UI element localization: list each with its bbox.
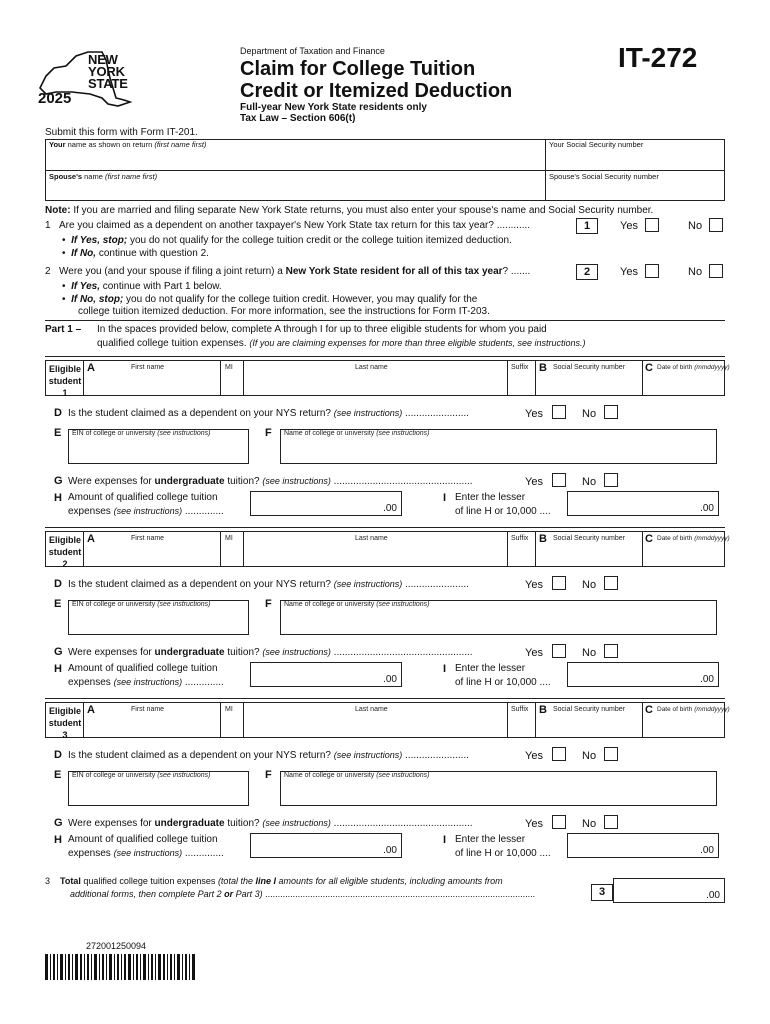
title-line-1: Claim for College Tuition	[240, 58, 476, 80]
suffix-field[interactable]	[508, 543, 535, 566]
dependent-no-checkbox[interactable]	[604, 747, 618, 761]
q2-number: 2	[45, 266, 51, 277]
note: Note: If you are married and filing separate New York State returns, you must also enter your spouse's name and Social Security number.	[45, 205, 654, 216]
lesser-amount-field[interactable]: .00	[567, 491, 719, 516]
ssn-label: Social Security number	[553, 535, 625, 542]
line3-text-2: additional forms, then complete Part 2 or Part 3) ............................................................................................................	[70, 889, 536, 899]
suffix-label: Suffix	[511, 535, 529, 542]
college-name-label: Name of college or university (see instructions)	[284, 772, 430, 779]
item-b-letter: B	[539, 533, 547, 545]
tuition-amount-field[interactable]: .00	[250, 833, 402, 858]
first-name-field[interactable]	[84, 543, 220, 566]
i-label-line2: of line H or 10,000 ....	[455, 848, 551, 859]
spouse-name-field[interactable]	[46, 182, 544, 200]
i-label-line2: of line H or 10,000 ....	[455, 506, 551, 517]
item-a-letter: A	[87, 362, 95, 374]
undergraduate-no-checkbox[interactable]	[604, 473, 618, 487]
undergraduate-no-checkbox[interactable]	[604, 644, 618, 658]
item-e-letter: E	[54, 427, 62, 439]
dependent-question: Is the student claimed as a dependent on your NYS return? (see instructions) .......................	[68, 408, 469, 419]
student-number: 3	[62, 730, 68, 740]
i-label-line1: Enter the lesser	[455, 834, 526, 845]
eligible-student-label: Eligible student 1	[48, 364, 82, 398]
part1-text-2: qualified college tuition expenses. (If you are claiming expenses for more than three eligible students, see instructions.)	[97, 338, 586, 349]
undergraduate-yes-label: Yes	[525, 818, 543, 830]
item-b-letter: B	[539, 362, 547, 374]
item-b-letter: B	[539, 704, 547, 716]
undergraduate-question: Were expenses for undergraduate tuition? (see instructions) ..................................................	[68, 818, 473, 829]
q1-bullet-no: • If No, continue with question 2.	[62, 248, 209, 259]
logo-text	[88, 54, 128, 90]
grid-divider	[45, 170, 725, 171]
subtitle-1: Full-year New York State residents only	[240, 102, 427, 113]
line3-text: Total qualified college tuition expenses (total the line I amounts for all eligible students, including amounts from	[60, 876, 503, 886]
form-title	[240, 58, 512, 102]
suffix-label: Suffix	[511, 364, 529, 371]
item-f-letter: F	[265, 598, 272, 610]
your-name-label: Your name as shown on return (first name first)	[49, 140, 207, 149]
section-divider	[45, 320, 725, 321]
last-name-field[interactable]	[244, 372, 507, 395]
i-label-line1: Enter the lesser	[455, 663, 526, 674]
last-name-label: Last name	[355, 535, 388, 542]
undergraduate-yes-checkbox[interactable]	[552, 815, 566, 829]
part1-label: Part 1 –	[45, 324, 82, 335]
h-label-line1: Amount of qualified college tuition	[68, 492, 218, 503]
q1-no-checkbox[interactable]	[709, 218, 723, 232]
tuition-amount-field[interactable]: .00	[250, 662, 402, 687]
first-name-field[interactable]	[84, 372, 220, 395]
college-name-label: Name of college or university (see instructions)	[284, 430, 430, 437]
q2-bullet-yes: • If Yes, continue with Part 1 below.	[62, 281, 222, 292]
h-label-line2: expenses (see instructions) ..............	[68, 677, 224, 688]
item-g-letter: G	[54, 646, 63, 658]
item-i-letter: I	[443, 663, 447, 675]
undergraduate-yes-label: Yes	[525, 476, 543, 488]
item-i-letter: I	[443, 492, 447, 504]
eligible-student-label: Eligible student 2	[48, 535, 82, 569]
spouse-ssn-field[interactable]	[546, 182, 724, 200]
q2-bullet-no: • If No, stop; you do not qualify for the college tuition credit. However, you may qualify for the	[62, 294, 478, 305]
undergraduate-no-label: No	[582, 476, 597, 488]
student-top-rule	[45, 527, 725, 528]
barcode	[45, 954, 197, 980]
last-name-field[interactable]	[244, 543, 507, 566]
suffix-field[interactable]	[508, 372, 535, 395]
item-c-letter: C	[645, 362, 653, 374]
submit-note: Submit this form with Form IT-201.	[45, 127, 198, 138]
your-ssn-label: Your Social Security number	[549, 140, 644, 149]
item-e-letter: E	[54, 598, 62, 610]
dob-label: Date of birth (mmddyyyy)	[657, 706, 730, 713]
student-number: 2	[62, 559, 68, 569]
lesser-amount-field[interactable]: .00	[567, 662, 719, 687]
dob-label: Date of birth (mmddyyyy)	[657, 364, 730, 371]
undergraduate-no-checkbox[interactable]	[604, 815, 618, 829]
first-name-field[interactable]	[84, 714, 220, 737]
department: Department of Taxation and Finance	[240, 46, 385, 56]
spouse-name-label: Spouse's name (first name first)	[49, 172, 158, 181]
dependent-yes-label: Yes	[525, 579, 543, 591]
student-number: 1	[62, 388, 68, 398]
dependent-yes-label: Yes	[525, 750, 543, 762]
undergraduate-no-label: No	[582, 818, 597, 830]
form-number: IT-272	[618, 42, 698, 73]
undergraduate-yes-checkbox[interactable]	[552, 644, 566, 658]
q2-bullet-no-line2: college tuition itemized deduction. For more information, see the instructions for Form IT-203.	[78, 306, 490, 317]
item-g-letter: G	[54, 817, 63, 829]
q2-text: Were you (and your spouse if filing a joint return) a New York State resident for all of this tax year? .......	[59, 266, 531, 277]
q2-yes-label: Yes	[620, 266, 638, 278]
ssn-label: Social Security number	[553, 364, 625, 371]
part1-text-1: In the spaces provided below, complete A through I for up to three eligible students for whom you paid	[97, 324, 547, 335]
dob-field[interactable]	[643, 372, 724, 395]
q1-yes-label: Yes	[620, 220, 638, 232]
h-label-line1: Amount of qualified college tuition	[68, 663, 218, 674]
mi-field[interactable]	[221, 372, 243, 395]
your-ssn-field[interactable]	[546, 150, 724, 169]
dependent-yes-checkbox[interactable]	[552, 576, 566, 590]
first-name-label: First name	[131, 364, 165, 371]
item-i-letter: I	[443, 834, 447, 846]
q1-no-label: No	[688, 220, 703, 232]
form-code: 272001250094	[86, 941, 147, 951]
suffix-label: Suffix	[511, 706, 529, 713]
logo-line-2: YORK	[88, 64, 125, 79]
suffix-field[interactable]	[508, 714, 535, 737]
ssn-field[interactable]	[536, 372, 642, 395]
item-d-letter: D	[54, 407, 62, 419]
college-name-label: Name of college or university (see instructions)	[284, 601, 430, 608]
q2-line-box: 2	[576, 264, 598, 280]
q1-text: Are you claimed as a dependent on another taxpayer's New York State tax return for this tax year? ............	[59, 220, 531, 231]
logo-line-1: NEW	[88, 52, 118, 67]
i-label-line1: Enter the lesser	[455, 492, 526, 503]
dob-field[interactable]	[643, 714, 724, 737]
mi-label: MI	[225, 535, 233, 542]
first-name-label: First name	[131, 706, 165, 713]
ein-label: EIN of college or university (see instructions)	[72, 430, 211, 437]
item-h-letter: H	[54, 492, 62, 504]
ein-label: EIN of college or university (see instructions)	[72, 772, 211, 779]
eligible-student-label: Eligible student 3	[48, 706, 82, 740]
mi-field[interactable]	[221, 714, 243, 737]
q2-yes-checkbox[interactable]	[645, 264, 659, 278]
dependent-no-label: No	[582, 579, 597, 591]
item-a-letter: A	[87, 533, 95, 545]
h-label-line2: expenses (see instructions) ..............	[68, 848, 224, 859]
ssn-label: Social Security number	[553, 706, 625, 713]
tax-year: 2025	[38, 90, 72, 107]
undergraduate-no-label: No	[582, 647, 597, 659]
undergraduate-question: Were expenses for undergraduate tuition? (see instructions) ..................................................	[68, 476, 473, 487]
dependent-no-checkbox[interactable]	[604, 576, 618, 590]
q1-yes-checkbox[interactable]	[645, 218, 659, 232]
spouse-ssn-label: Spouse's Social Security number	[549, 172, 659, 181]
ssn-field[interactable]	[536, 543, 642, 566]
subtitle	[240, 102, 427, 124]
ssn-field[interactable]	[536, 714, 642, 737]
total-expenses-field[interactable]: .00	[613, 878, 725, 903]
title-line-2: Credit or Itemized Deduction	[240, 80, 513, 102]
line3-number: 3	[45, 876, 51, 886]
last-name-label: Last name	[355, 364, 388, 371]
lesser-amount-field[interactable]: .00	[567, 833, 719, 858]
dependent-yes-checkbox[interactable]	[552, 405, 566, 419]
item-a-letter: A	[87, 704, 95, 716]
h-label-line1: Amount of qualified college tuition	[68, 834, 218, 845]
q2-no-checkbox[interactable]	[709, 264, 723, 278]
subtitle-2: Tax Law – Section 606(t)	[240, 113, 356, 124]
item-h-letter: H	[54, 663, 62, 675]
mi-field[interactable]	[221, 543, 243, 566]
q1-bullet-yes: • If Yes, stop; you do not qualify for the college tuition credit or the college tuition itemized deduction.	[62, 235, 512, 246]
logo-line-3: STATE	[88, 76, 128, 91]
first-name-label: First name	[131, 535, 165, 542]
last-name-label: Last name	[355, 706, 388, 713]
dependent-no-label: No	[582, 750, 597, 762]
item-g-letter: G	[54, 475, 63, 487]
student-top-rule	[45, 698, 725, 699]
dependent-no-label: No	[582, 408, 597, 420]
item-c-letter: C	[645, 533, 653, 545]
dependent-question: Is the student claimed as a dependent on your NYS return? (see instructions) .......................	[68, 750, 469, 761]
q1-number: 1	[45, 220, 51, 231]
line3-box: 3	[591, 884, 613, 901]
dependent-no-checkbox[interactable]	[604, 405, 618, 419]
undergraduate-question: Were expenses for undergraduate tuition? (see instructions) ..................................................	[68, 647, 473, 658]
mi-label: MI	[225, 364, 233, 371]
i-label-line2: of line H or 10,000 ....	[455, 677, 551, 688]
ein-label: EIN of college or university (see instructions)	[72, 601, 211, 608]
undergraduate-yes-checkbox[interactable]	[552, 473, 566, 487]
dependent-question: Is the student claimed as a dependent on your NYS return? (see instructions) .......................	[68, 579, 469, 590]
dob-label: Date of birth (mmddyyyy)	[657, 535, 730, 542]
student-top-rule	[45, 356, 725, 357]
dependent-yes-label: Yes	[525, 408, 543, 420]
item-c-letter: C	[645, 704, 653, 716]
tuition-amount-field[interactable]: .00	[250, 491, 402, 516]
dob-field[interactable]	[643, 543, 724, 566]
item-h-letter: H	[54, 834, 62, 846]
item-d-letter: D	[54, 749, 62, 761]
your-name-field[interactable]	[46, 150, 544, 169]
item-f-letter: F	[265, 769, 272, 781]
mi-label: MI	[225, 706, 233, 713]
dependent-yes-checkbox[interactable]	[552, 747, 566, 761]
item-e-letter: E	[54, 769, 62, 781]
last-name-field[interactable]	[244, 714, 507, 737]
undergraduate-yes-label: Yes	[525, 647, 543, 659]
item-d-letter: D	[54, 578, 62, 590]
item-f-letter: F	[265, 427, 272, 439]
h-label-line2: expenses (see instructions) ..............	[68, 506, 224, 517]
q2-no-label: No	[688, 266, 703, 278]
q1-line-box: 1	[576, 218, 598, 234]
